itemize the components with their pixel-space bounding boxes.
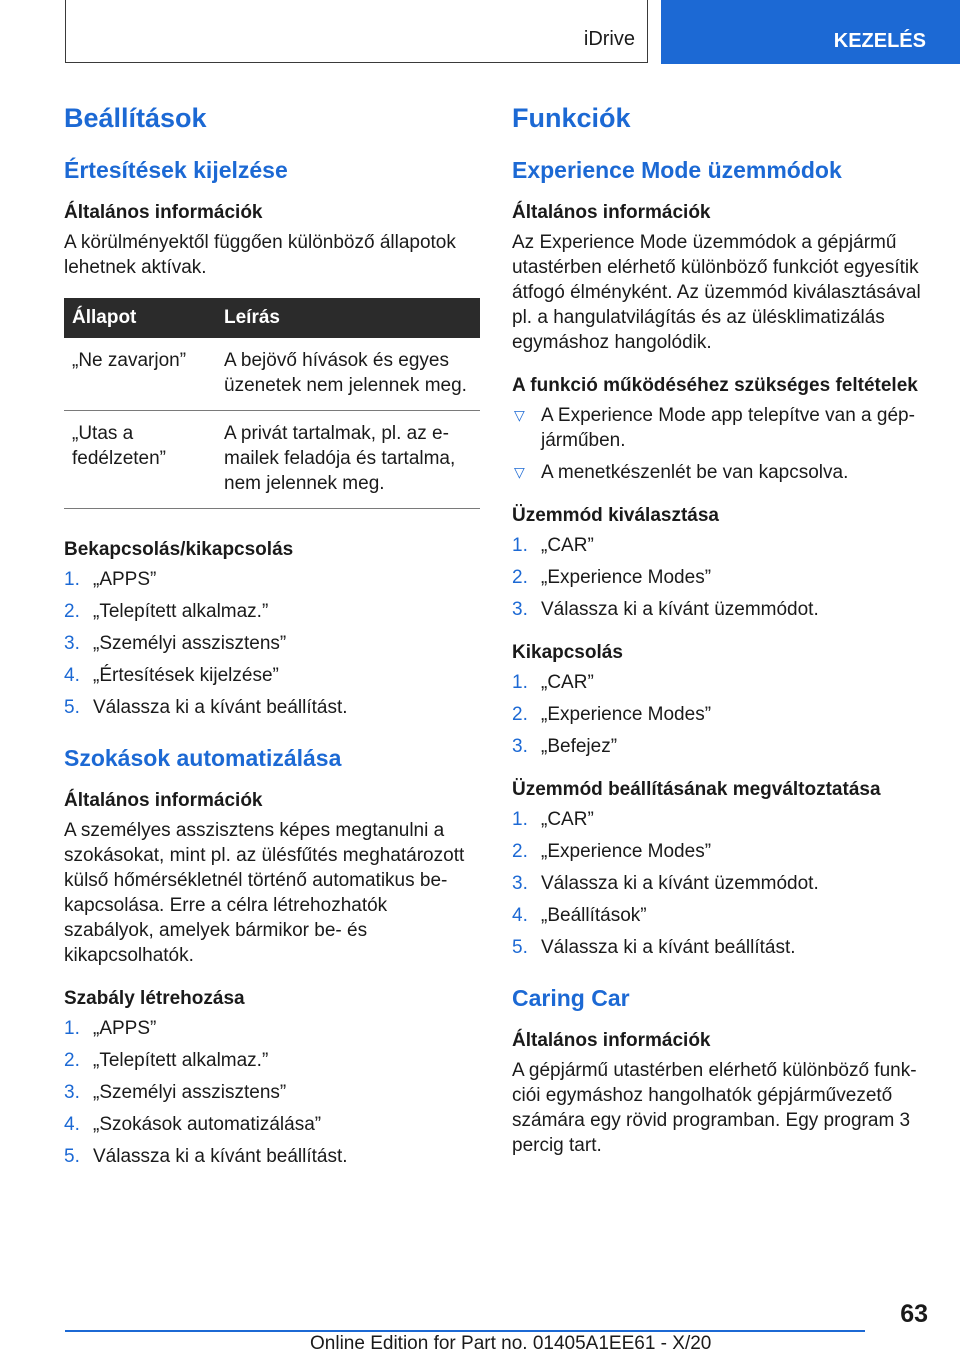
left-column bbox=[64, 100, 480, 1187]
step-text: Válassza ki a kívánt beállítást. bbox=[93, 697, 348, 718]
list-item bbox=[512, 807, 922, 832]
step-number: 3. bbox=[64, 633, 80, 654]
step-number: 5. bbox=[64, 697, 80, 718]
steps-create-rule bbox=[64, 1016, 480, 1169]
subheading-select-mode: Üzemmód kiválasztása bbox=[512, 505, 719, 526]
step-text: „APPS” bbox=[93, 1018, 157, 1039]
table-header-status: Állapot bbox=[64, 298, 216, 338]
list-item bbox=[512, 403, 922, 453]
list-item bbox=[64, 1048, 480, 1073]
list-item bbox=[512, 597, 922, 622]
header-frame bbox=[65, 0, 648, 63]
list-item bbox=[512, 702, 922, 727]
page-number: 63 bbox=[900, 1300, 928, 1328]
step-text: Válassza ki a kívánt üzemmódot. bbox=[541, 873, 819, 894]
step-text: „Telepített alkalmaz.” bbox=[93, 1050, 269, 1071]
list-item bbox=[512, 903, 922, 928]
heading-habits: Szokások automatizálása bbox=[64, 745, 342, 771]
step-number: 1. bbox=[64, 1018, 80, 1039]
chapter-tab: KEZELÉS bbox=[661, 0, 960, 64]
subheading-requirements: A funkció működéséhez szükséges feltételek bbox=[512, 375, 918, 396]
step-number: 1. bbox=[64, 569, 80, 590]
step-number: 2. bbox=[512, 704, 528, 725]
heading-experience-mode: Experience Mode üzemmódok bbox=[512, 157, 842, 183]
step-number: 5. bbox=[64, 1146, 80, 1167]
step-text: „Experience Modes” bbox=[541, 567, 712, 588]
paragraph-experience-general: Az Experience Mode üzemmódok a gépjármű utastérben elérhető különböző funkciót egyesítik átfogó élményként. Az üzemmód kiválasztásával pl. a hangulatvilágítás és az ülésklimatizálás egymáshoz hangolódik. bbox=[512, 232, 921, 353]
heading-caring-car: Caring Car bbox=[512, 985, 630, 1011]
list-item bbox=[64, 1080, 480, 1105]
section-title: iDrive bbox=[583, 28, 635, 50]
table-row bbox=[64, 338, 480, 411]
step-text: Válassza ki a kívánt beállítást. bbox=[541, 937, 796, 958]
table-cell-description: A bejövő hívások és egyes üzenetek nem jelennek meg. bbox=[216, 338, 480, 411]
triangle-bullet-icon: ▽ bbox=[514, 407, 525, 423]
subheading-create-rule: Szabály létrehozása bbox=[64, 988, 245, 1009]
step-text: Válassza ki a kívánt üzemmódot. bbox=[541, 599, 819, 620]
subheading-general: Általános információk bbox=[512, 202, 711, 223]
step-number: 4. bbox=[512, 905, 528, 926]
list-item bbox=[512, 871, 922, 896]
heading-settings: Beállítások bbox=[64, 103, 207, 133]
steps-change-settings bbox=[512, 807, 922, 960]
subheading-on-off: Bekapcsolás/kikapcsolás bbox=[64, 539, 294, 560]
step-text: „APPS” bbox=[93, 569, 157, 590]
step-text: „Szokások automatizálása” bbox=[93, 1114, 322, 1135]
right-column bbox=[512, 100, 922, 1176]
list-item bbox=[64, 599, 480, 624]
requirement-text: A menetkészenlét be van kapcsolva. bbox=[541, 462, 849, 483]
footer-divider bbox=[65, 1330, 865, 1332]
step-text: „Értesítések kijelzése” bbox=[93, 665, 279, 686]
step-number: 2. bbox=[64, 1050, 80, 1071]
list-item bbox=[64, 1016, 480, 1041]
list-item bbox=[64, 1144, 480, 1169]
subheading-general: Általános információk bbox=[64, 202, 263, 223]
step-number: 1. bbox=[512, 535, 528, 556]
list-item bbox=[64, 1112, 480, 1137]
step-text: „Befejez” bbox=[541, 736, 618, 757]
step-text: „Experience Modes” bbox=[541, 704, 712, 725]
requirements-list bbox=[512, 403, 922, 485]
paragraph-caring-general: A gépjármű utastérben elérhető különböző funkciói egymáshoz hangolhatók gépjárművezető számára egy rövid programban. Egy program 3 percig tart. bbox=[512, 1060, 917, 1156]
step-text: „Személyi asszisztens” bbox=[93, 1082, 287, 1103]
list-item bbox=[512, 734, 922, 759]
list-item bbox=[512, 533, 922, 558]
subheading-general: Általános információk bbox=[64, 790, 263, 811]
table-header-description: Leírás bbox=[216, 298, 480, 338]
list-item bbox=[64, 695, 480, 720]
step-text: „Experience Modes” bbox=[541, 841, 712, 862]
subheading-general: Általános információk bbox=[512, 1030, 711, 1051]
footer-edition: Online Edition for Part no. 01405A1EE61 - X/20 bbox=[310, 1333, 712, 1354]
list-item bbox=[64, 631, 480, 656]
steps-select-mode bbox=[512, 533, 922, 622]
list-item bbox=[64, 663, 480, 688]
step-number: 3. bbox=[512, 736, 528, 757]
table-cell-status: „Utas a fedélzeten” bbox=[64, 411, 216, 509]
step-text: Válassza ki a kívánt beállítást. bbox=[93, 1146, 348, 1167]
step-text: „CAR” bbox=[541, 535, 594, 556]
step-number: 3. bbox=[512, 599, 528, 620]
triangle-bullet-icon: ▽ bbox=[514, 464, 525, 480]
paragraph-notif-general: A körülményektől függően különböző állapotok lehetnek aktívak. bbox=[64, 232, 456, 278]
list-item bbox=[512, 670, 922, 695]
heading-notifications: Értesítések kijelzése bbox=[64, 157, 288, 183]
paragraph-habits-general: A személyes asszisztens képes megtanulni a szokásokat, mint pl. az ülésfűtés meghatározott külső hőmérsékletnél történő automatikus bekapcsolása. Erre a célra létrehozhatók szabályok, amelyek bármikor be- és kikapcsolhatók. bbox=[64, 820, 465, 966]
heading-functions: Funkciók bbox=[512, 103, 631, 133]
subheading-turn-off: Kikapcsolás bbox=[512, 642, 623, 663]
list-item bbox=[512, 460, 922, 485]
step-number: 2. bbox=[512, 567, 528, 588]
step-text: „Telepített alkalmaz.” bbox=[93, 601, 269, 622]
list-item bbox=[512, 565, 922, 590]
list-item bbox=[512, 839, 922, 864]
requirement-text: A Experience Mode app telepítve van a gépjárműben. bbox=[541, 405, 915, 451]
step-number: 5. bbox=[512, 937, 528, 958]
status-table bbox=[64, 298, 480, 509]
step-number: 3. bbox=[64, 1082, 80, 1103]
table-row bbox=[64, 411, 480, 509]
list-item bbox=[64, 567, 480, 592]
step-number: 1. bbox=[512, 809, 528, 830]
step-text: „Személyi asszisztens” bbox=[93, 633, 287, 654]
step-number: 4. bbox=[64, 665, 80, 686]
table-header-row bbox=[64, 298, 480, 338]
step-number: 4. bbox=[64, 1114, 80, 1135]
table-cell-status: „Ne zavarjon” bbox=[64, 338, 216, 411]
step-number: 1. bbox=[512, 672, 528, 693]
steps-on-off bbox=[64, 567, 480, 720]
table-cell-description: A privát tartalmak, pl. az e-mailek feladója és tartalma, nem jelennek meg. bbox=[216, 411, 480, 509]
step-text: „Beállítások” bbox=[541, 905, 647, 926]
steps-turn-off bbox=[512, 670, 922, 759]
step-number: 3. bbox=[512, 873, 528, 894]
step-text: „CAR” bbox=[541, 809, 594, 830]
list-item bbox=[512, 935, 922, 960]
step-number: 2. bbox=[64, 601, 80, 622]
subheading-change-settings: Üzemmód beállításának megváltoztatása bbox=[512, 779, 881, 800]
step-text: „CAR” bbox=[541, 672, 594, 693]
step-number: 2. bbox=[512, 841, 528, 862]
